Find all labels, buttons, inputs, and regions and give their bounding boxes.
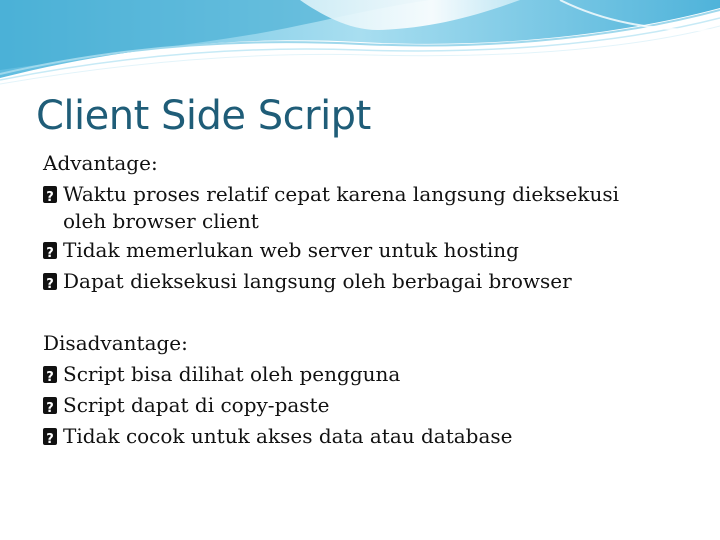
list-item-text: Script bisa dilihat oleh pengguna xyxy=(63,362,401,386)
list-item-text: Dapat dieksekusi langsung oleh berbagai browser xyxy=(63,269,572,293)
list-item xyxy=(43,266,693,297)
advantage-heading: Advantage: xyxy=(43,151,158,175)
list-item-text-continued: oleh browser client xyxy=(63,209,259,233)
missing-glyph-bullet-icon xyxy=(43,242,57,259)
list-item-text: Tidak memerlukan web server untuk hosting xyxy=(63,238,519,262)
list-item xyxy=(43,359,693,390)
list-item-text: Tidak cocok untuk akses data atau database xyxy=(63,424,513,448)
advantage-list xyxy=(43,179,693,297)
list-item xyxy=(43,390,693,421)
slide-body xyxy=(43,148,693,452)
list-item xyxy=(43,421,693,452)
list-item-text: Waktu proses relatif cepat karena langsung dieksekusi xyxy=(63,182,620,206)
list-item xyxy=(43,179,693,235)
disadvantage-heading: Disadvantage: xyxy=(43,331,188,355)
missing-glyph-bullet-icon xyxy=(43,366,57,383)
disadvantage-section xyxy=(43,328,693,452)
missing-glyph-bullet-icon xyxy=(43,397,57,414)
disadvantage-list xyxy=(43,359,693,452)
missing-glyph-bullet-icon xyxy=(43,186,57,203)
list-item xyxy=(43,235,693,266)
header-wave-decoration xyxy=(0,0,720,90)
advantage-section xyxy=(43,148,693,297)
missing-glyph-bullet-icon xyxy=(43,428,57,445)
missing-glyph-bullet-icon xyxy=(43,273,57,290)
list-item-text: Script dapat di copy-paste xyxy=(63,393,330,417)
slide-title: Client Side Script xyxy=(36,93,371,139)
